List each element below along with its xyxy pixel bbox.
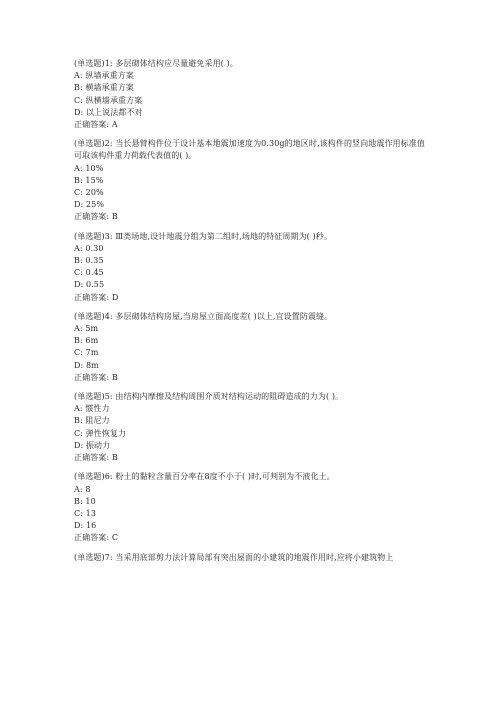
option-d: D: 振动力 xyxy=(74,440,111,450)
question-stem: (单选题)5: 由结构内摩擦及结构周围介质对结构运动的阻碍造成的力为( )。 xyxy=(74,392,344,402)
question-stem: (单选题)3: Ⅲ类场地,设计地震分组为第二组时,场地的特征周期为( )秒。 xyxy=(74,231,332,241)
option-c: C: 0.45 xyxy=(74,268,104,278)
question-list xyxy=(74,58,426,564)
option-c: C: 弹性恢复力 xyxy=(74,428,127,438)
spacer xyxy=(74,304,426,311)
option-c: C: 20% xyxy=(74,188,104,198)
option-d: D: 25% xyxy=(74,200,105,210)
question-1 xyxy=(74,58,426,131)
option-c: C: 7m xyxy=(74,348,99,358)
correct-answer: 正确答案: B xyxy=(74,372,118,382)
spacer xyxy=(74,545,426,552)
spacer xyxy=(74,384,426,391)
option-b: B: 6m xyxy=(74,336,99,346)
question-2 xyxy=(74,138,426,223)
correct-answer: 正确答案: C xyxy=(74,533,119,543)
option-d: D: 0.55 xyxy=(74,280,105,290)
question-6 xyxy=(74,471,426,544)
option-a: A: 0.30 xyxy=(74,243,104,253)
option-a: A: 8 xyxy=(74,484,91,494)
question-5 xyxy=(74,391,426,464)
option-a: A: 10% xyxy=(74,163,104,173)
option-b: B: 阻尼力 xyxy=(74,416,110,426)
question-4 xyxy=(74,311,426,384)
question-stem: (单选题)4: 多层砌体结构房屋,当房屋立面高度差( )以上,宜设置防震缝。 xyxy=(74,311,333,321)
option-b: B: 15% xyxy=(74,175,104,185)
spacer xyxy=(74,464,426,471)
question-stem: (单选题)7: 当采用底部剪力法计算局部有突出屋面的小建筑的地震作用时,应将小建筑物上 xyxy=(74,552,394,562)
question-stem: (单选题)2: 当长悬臂构件位于设计基本地震加速度为0.30g的地区时,该构件的竖向地震作用标准值可取该构件重力荷载代表值的( )。 xyxy=(74,139,425,161)
correct-answer: 正确答案: B xyxy=(74,453,118,463)
option-d: D: 16 xyxy=(74,521,97,531)
option-a: A: 5m xyxy=(74,324,99,334)
question-stem: (单选题)1: 多层砌体结构应尽量避免采用( )。 xyxy=(74,59,238,68)
spacer xyxy=(74,131,426,138)
option-b: B: 10 xyxy=(74,496,96,506)
correct-answer: 正确答案: D xyxy=(74,292,119,302)
question-stem: (单选题)6: 粉土的黏粒含量百分率在8度不小于( )时,可判别为不液化土。 xyxy=(74,472,335,482)
correct-answer: 正确答案: A xyxy=(74,120,118,130)
option-c: C: 纵横墙承重方案 xyxy=(74,95,143,105)
question-3 xyxy=(74,231,426,304)
option-c: C: 13 xyxy=(74,508,97,518)
option-a: A: 惯性力 xyxy=(74,404,110,414)
option-b: B: 横墙承重方案 xyxy=(74,83,135,93)
option-a: A: 纵墙承重方案 xyxy=(74,71,134,81)
option-d: D: 8m xyxy=(74,360,99,370)
question-7 xyxy=(74,552,426,564)
correct-answer: 正确答案: B xyxy=(74,212,118,222)
option-b: B: 0.35 xyxy=(74,256,104,266)
spacer xyxy=(74,224,426,231)
option-d: D: 以上说法都不对 xyxy=(74,107,143,117)
